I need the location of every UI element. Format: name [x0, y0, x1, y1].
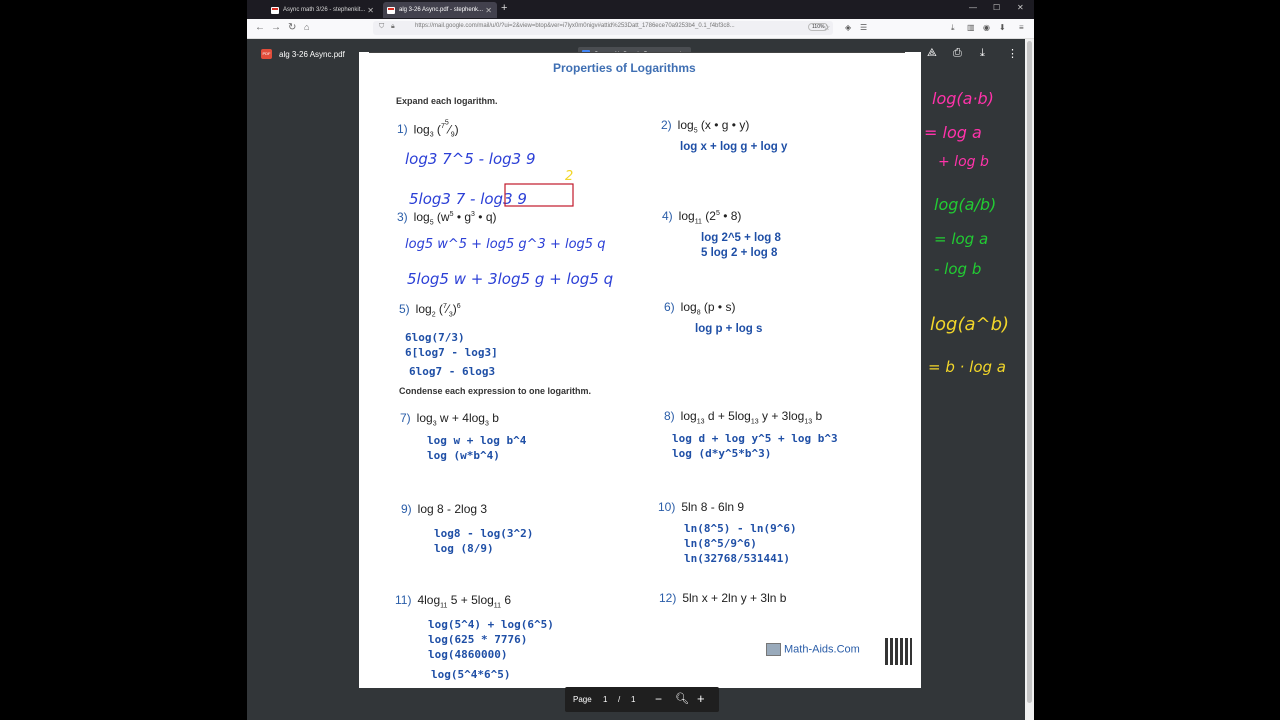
new-tab-button[interactable]: + — [501, 2, 508, 14]
hw-p1-line1: log3 7^5 - log3 9 — [405, 150, 536, 168]
answer-9-line-1: log8 - log(3^2) — [434, 527, 534, 540]
pocket-icon[interactable]: ◈ — [845, 23, 852, 32]
pdf-file-name: alg 3-26 Async.pdf — [279, 50, 345, 59]
tab-label: alg 3-26 Async.pdf - stephenk... — [399, 7, 484, 13]
problem-10: 10) 5ln 8 - 6ln 9 — [658, 500, 745, 514]
zoom-out-button[interactable]: − — [655, 692, 663, 706]
zoom-level[interactable]: 110% — [808, 23, 828, 31]
note-green-3: - log b — [934, 260, 982, 278]
gmail-icon — [271, 7, 279, 14]
hw-p3-line2: 5log5 w + 3log5 g + log5 q — [407, 270, 614, 288]
note-pink-3: + log b — [938, 154, 989, 170]
zoom-in-button[interactable]: + — [697, 691, 705, 706]
answer-4-line-1: log 2^5 + log 8 — [701, 232, 781, 244]
brand-label: Math-Aids.Com — [784, 643, 860, 656]
answer-7-line-2: log (w*b^4) — [427, 449, 500, 462]
handwriting-problem-1 — [399, 142, 599, 212]
browser-window — [247, 0, 1034, 720]
answer-11-line-4: log(5^4*6^5) — [431, 668, 511, 681]
problem-9: 9) log 8 - 2log 3 — [401, 502, 488, 516]
answer-5-line-1: 6log(7/3) — [405, 331, 465, 344]
zoom-fit-icon[interactable]: 🔍︎ — [675, 693, 689, 705]
hw-p3-line1: log5 w^5 + log5 g^3 + log5 q — [405, 237, 606, 252]
close-window-icon[interactable]: ✕ — [1017, 3, 1024, 12]
page-top-rule — [369, 52, 905, 53]
math-aids-logo-icon — [766, 643, 781, 656]
account-icon[interactable]: ◉ — [983, 23, 990, 32]
qr-code — [885, 638, 912, 665]
answer-7-line-1: log w + log b^4 — [427, 434, 527, 447]
pdf-file-icon: PDF — [261, 49, 272, 59]
answer-5-line-2: 6[log7 - log3] — [405, 346, 498, 359]
note-yellow-1: log(a^b) — [930, 314, 1010, 335]
close-icon[interactable]: ✕ — [367, 5, 374, 15]
library-icon[interactable]: ▥ — [967, 23, 975, 32]
hw-p1-note: 2 — [565, 169, 574, 184]
answer-6-line-1: log p + log s — [695, 323, 763, 335]
minimize-icon[interactable]: — — [969, 3, 977, 12]
more-options-icon[interactable]: ⋮ — [1007, 48, 1018, 60]
reload-icon[interactable]: ↻ — [288, 22, 297, 33]
tab-label: Async math 3/26 - stephenkit... — [283, 7, 366, 13]
answer-10-line-3: ln(32768/531441) — [684, 552, 790, 565]
answer-11-line-3: log(4860000) — [428, 648, 508, 661]
problem-4: 4) $\log_{11} (2^5$ • 8) — [662, 209, 742, 226]
close-icon[interactable]: ✕ — [485, 5, 492, 15]
download-pdf-icon[interactable]: ⤓ — [980, 47, 985, 59]
tab-strip — [247, 0, 1034, 19]
gmail-icon — [387, 7, 395, 14]
answer-10-line-1: ln(8^5) - ln(9^6) — [684, 522, 797, 535]
lock-icon[interactable]: 🔒︎ — [391, 23, 395, 30]
problem-3: 3) $\log_5 (w^5$ • $g^3$ • q) — [397, 210, 497, 227]
problem-8: 8) $\log_{13} d + 5\log_{13}$ $y + 3\log_{13}$ b — [664, 409, 823, 426]
hw-p1-line2: 5log3 7 - log3 9 — [409, 190, 527, 208]
download-icon[interactable]: ⤓ — [951, 23, 955, 32]
navigation-bar — [247, 19, 1034, 39]
right-notes-ink — [922, 80, 1032, 390]
problem-12: 12) 5ln x + 2ln y + 3ln b — [659, 591, 787, 605]
handwriting-problem-3 — [399, 228, 669, 298]
answer-9-line-2: log (8/9) — [434, 542, 494, 555]
pdf-viewer — [247, 39, 1025, 720]
answer-5-line-3: 6log7 - 6log3 — [409, 365, 496, 378]
problem-6: 6) $\log_8 (p$ • s) — [664, 300, 736, 317]
bookmark-star-icon[interactable]: ☆ — [823, 23, 831, 32]
math-aids-brand — [766, 643, 860, 656]
answer-8-line-2: log (d*y^5*b^3) — [672, 447, 772, 460]
page-label: Page — [573, 695, 592, 704]
maximize-icon[interactable]: ☐ — [993, 3, 1001, 12]
answer-2-line-1: log x + log g + log y — [680, 141, 788, 153]
answer-11-line-1: log(5^4) + log(6^5) — [428, 618, 554, 631]
answer-4-line-2: 5 log 2 + log 8 — [701, 247, 778, 259]
problem-5: 5) $\log_2$ $(^7⁄_3)^6$ — [399, 302, 461, 319]
forward-icon[interactable]: → — [271, 22, 281, 33]
page-title: Properties of Logarithms — [553, 61, 696, 75]
page-current-input[interactable]: 1 — [603, 695, 608, 704]
problem-7: 7) $\log_3 w + 4\log_3$ b — [400, 411, 499, 428]
problem-1: 1) $\log_3$ $(^{7^5}⁄_9)$ — [397, 120, 459, 139]
problem-11: 11) $4\log_{11}$ $5 + 5\log_{11}$ 6 — [395, 593, 512, 610]
back-icon[interactable]: ← — [255, 22, 265, 33]
menu-icon[interactable]: ≡ — [1019, 23, 1024, 32]
pdf-page — [359, 52, 921, 688]
answer-11-line-2: log(625 * 7776) — [428, 633, 528, 646]
add-to-drive-icon[interactable]: ⟁ — [927, 47, 937, 59]
note-pink-1: log(a·b) — [932, 89, 994, 108]
section-condense-heading: Condense each expression to one logarithm. — [399, 386, 592, 396]
note-yellow-2: = b · log a — [928, 358, 1006, 376]
page-total: 1 — [631, 695, 636, 704]
problem-2: 2) $\log_5 (x$ • g • y) — [661, 118, 750, 135]
tab-alg-pdf[interactable] — [383, 2, 497, 18]
page-navigation-bar — [565, 687, 719, 712]
tab-async-math[interactable] — [267, 2, 379, 18]
shield-icon[interactable]: ⛉ — [379, 23, 385, 30]
extension-icon[interactable]: ☰ — [860, 23, 868, 32]
home-icon[interactable]: ⌂ — [304, 22, 310, 32]
url-text[interactable]: https://mail.google.com/mail/u/0/?ui=2&view=btop&ver=i7lyx0m0nigv#attid%253Datt_1786ece70a9253b4_0.1_f4bf3c8... — [415, 23, 735, 29]
address-bar[interactable] — [373, 21, 833, 35]
section-expand-heading: Expand each logarithm. — [396, 96, 498, 106]
right-side-notes — [922, 80, 1032, 390]
answer-8-line-1: log d + log y^5 + log b^3 — [672, 432, 838, 445]
download-arrow-icon[interactable]: ⬇ — [999, 23, 1006, 32]
note-green-2: = log a — [934, 230, 989, 248]
page-separator: / — [618, 695, 621, 704]
note-pink-2: = log a — [924, 123, 982, 142]
answer-10-line-2: ln(8^5/9^6) — [684, 537, 757, 550]
note-green-1: log(a/b) — [934, 195, 997, 214]
print-icon[interactable]: ⎙ — [953, 47, 962, 59]
